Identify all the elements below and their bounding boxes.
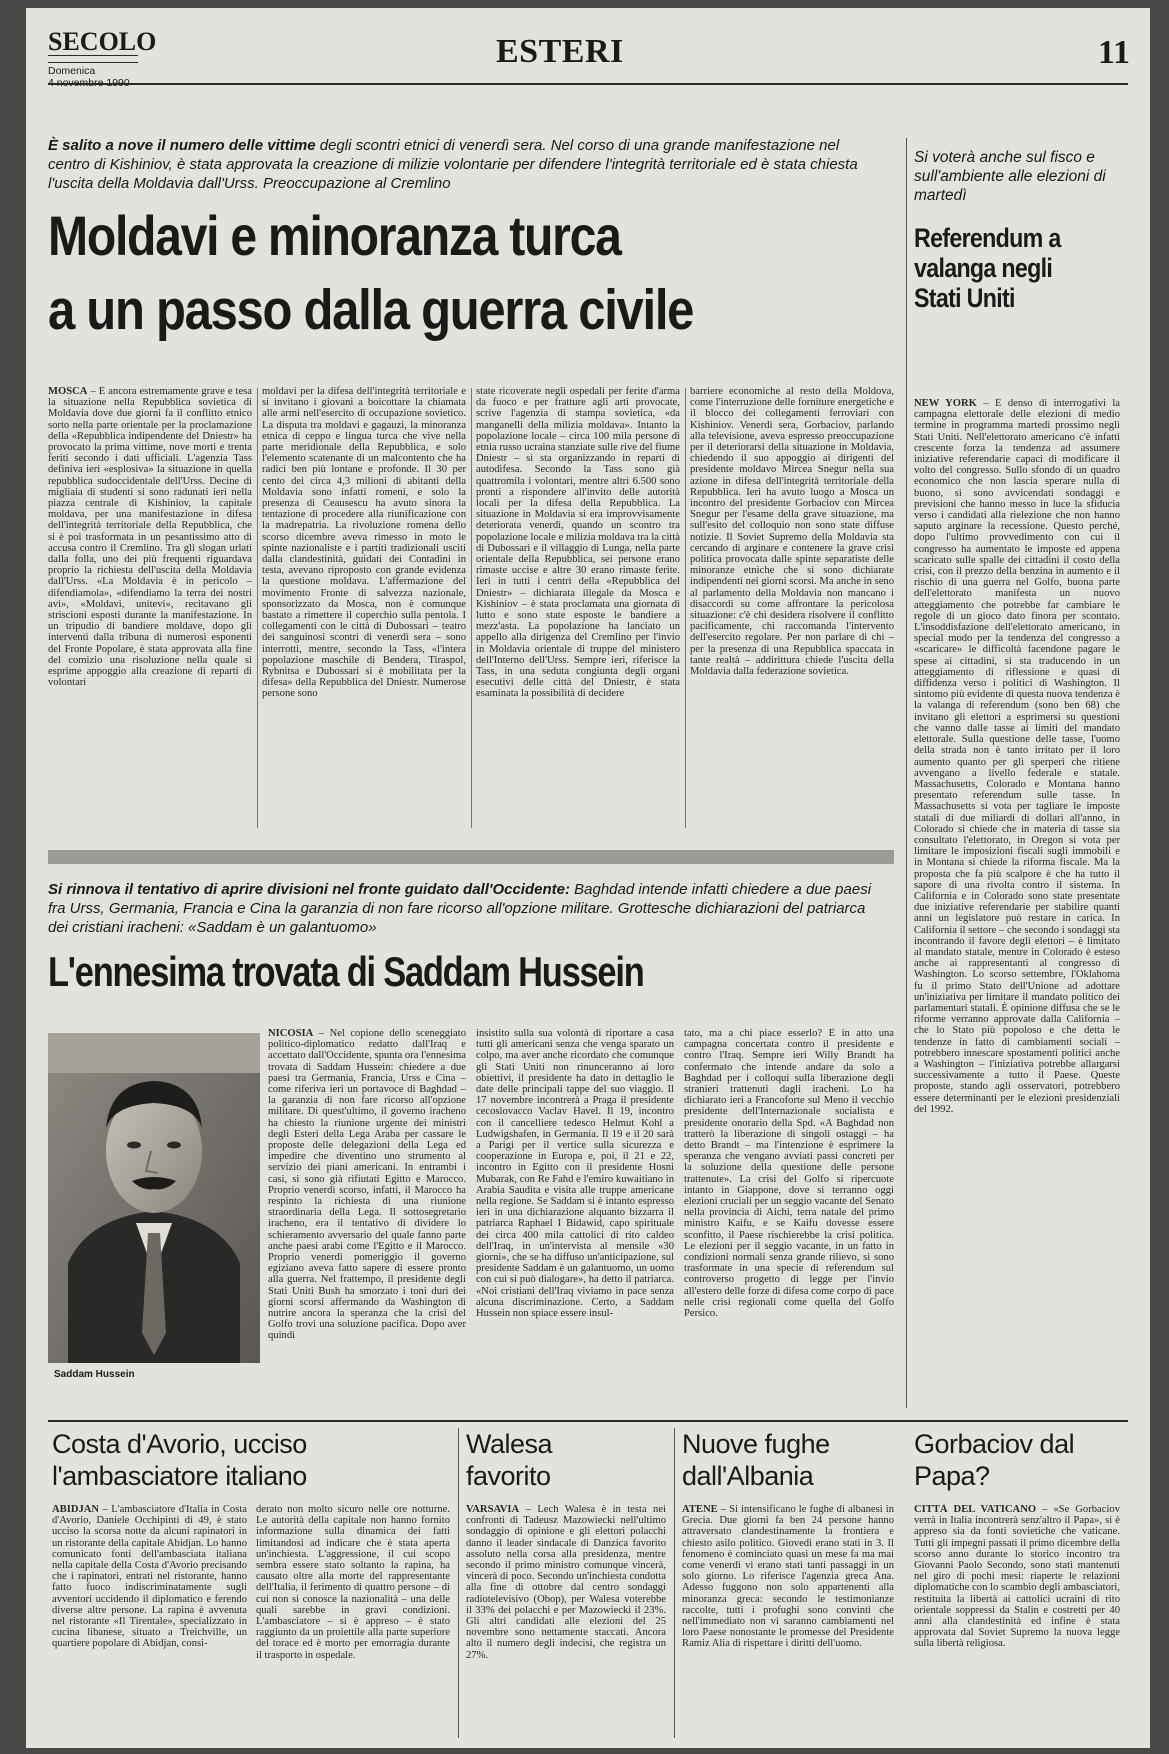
side-headline: Referendum a valanga negli Stati Uniti (914, 223, 1061, 313)
gorbaciov-headline: Gorbaciov dal Papa? (914, 1429, 1075, 1491)
issue-date (48, 65, 188, 89)
main-column-text: – È ancora estremamente grave e tesa la situazione nella Repubblica sovietica di Moldavia dove due giorni fa il conflitto etnico sorto nella parte orientale per la proclamazione della «Repubblica indipendente del Dniestr» ha provocato la prima vittime, nove morti e trenta feriti secondo i dati ufficiali. L'agenzia Tass definiva ieri «esplosiva» la situazione in quella repubblica sudoccidentale dell'Urss. Decine di migliaia di studenti si sono radunati ieri nella piazza centrale di Kishiniov, la capitale moldava, per una manifestazione in difesa dell'integrità territoriale della Repubblica, che si è poi trasformata in un pesantissimo atto di accusa contro il Cremlino. Tra gli slogan urlati dalla folla, uno dei più frequenti riguardava proprio la richiesta dell'uscita della Moldavia dall'Urss. «La Moldavia è in pericolo – difendiamola», «difendiamo la terra dei nostri avi», «Moldavi, unitevi», recitavano gli striscioni esposti durante la manifestazione. In un tripudio di bandiere moldave, dopo gli interventi dalla tribuna di numerosi esponenti del Fronte Popolare, è stata approvata alla fine del comizio una risoluzione nella quale si esprime appoggio alla creazione di reparti di volontari (48, 386, 252, 689)
saddam-column-2 (476, 1028, 674, 1413)
saddam-column-3 (684, 1028, 894, 1413)
costa-davorio-dateline: ABIDJAN (52, 1504, 100, 1515)
main-column-text: moldavi per la difesa dell'integrità territoriale e si invitano i giovani a boicottare la chiamata alle armi nell'esercito di occupazione sovietico. La disputa tra moldavi e gagauzi, la minoranza etnica di ceppo e lingua turca che vive nella parte meridionale della Repubblica, e solo l'elemento scatenante di un malcontento che ha radici ben più lontane e profonde. Il 30 per cento dei circa 4,3 milioni di abitanti della Moldavia sono infatti romeni, e solo la presenza di Ceausescu ha avuto sinora la tentazione di procedere alla riunificazione con la madrepatria. La rivoluzione romena dello scorso dicembre aveva rimesso in moto le spinte nazionaliste e i partiti tradizionali usciti dalla clandestinità, guidati dei Contadini in testa, avevano riproposto con grande evidenza la questione moldava. L'affermazione del movimento Fronte di salvezza nazionale, sponsorizzato da Mosca, non è comunque bastato a rimettere il coperchio sulla pentola. I collegamenti con le città di Dubossari – teatro dei sanguinosi scontri di venerdì sera – sono interrotti, mentre, secondo la Tass, «l'intera popolazione maschile di Bendera, Tiraspol, Rybnitsa e Dubossari si è mobilitata per la difesa» della Repubblica del Dniestr. Numerose persone sono (262, 386, 466, 700)
costa-davorio-text: – L'ambasciatore d'Italia in Costa d'Avorio, Daniele Occhipinti di 49, è stato ucciso la scorsa notte da alcuni rapinatori in un ristorante della capitale Abidjan. Lo hanno comunicato fonti dell'ambasciata italiana nella capitale della Costa d'Avorio precisando che i rapinatori, entrati nel ristorante, hanno fatto fuoco indiscriminatamente sugli avventori uccidendo il diplomatico e ferendo diverse altre persone. La rapina è avvenuta nel ristorante «Il Tirentale», specializzato in cucina libanese, situato a Treichville, un quartiere popolare di Abidjan, consi- (52, 1504, 247, 1650)
column-divider (471, 388, 472, 828)
costa-davorio-headline: Costa d'Avorio, ucciso l'ambasciatore italiano (52, 1429, 307, 1491)
saddam-kicker (48, 880, 888, 937)
saddam-column-1 (268, 1028, 466, 1413)
saddam-dateline: NICOSIA (268, 1028, 314, 1039)
main-column-4 (690, 386, 894, 836)
saddam-photo (48, 1033, 260, 1363)
bottom-divider (458, 1428, 459, 1738)
saddam-column-text: insistito sulla sua volontà di riportare a casa tutti gli americani senza che venga sparato un colpo, ma aver anche ricordato che comunque gli Stati Uniti non rinunceranno ai loro obiettivi, il presidente ha dato in dettaglio le date delle principali tappe del suo viaggio. Il 17 novembre incontrerà a Praga il presidente cecoslovacco Vaclav Havel. Il 19, incontro con il cancelliere tedesco Helmut Kohl a Ludwigshafen, in Germania. Il 19 e il 20 sarà a Parigi per il vertice sulla sicurezza e cooperazione in Europa e, poi, il 21 e 22, incontro in Egitto con il presidente Hosni Mubarak, con Re Fahd e l'emiro kuwaitiano in Arabia Saudita e visita alle truppe americane nella regione. Se Saddam si è intanto espresso ieri in una dichiarazione alquanto bizzarra il patriarca Raphael I Bidawid, capo spirituale dei circa 400 mila cattolici di rito caldeo dell'Iraq, in un'intervista al mensile «30 giorni», che se ha diffuso un'anticipazione, sul presidente Saddam è un galantuomo, un uomo con cui si può dialogare», ha detto il patriarca. «Noi cristiani dell'Iraq viviamo in pace senza alcuna discriminazione. Certo, a Saddam Hussein non spiace essere insul- (476, 1028, 674, 1320)
main-kicker (48, 136, 878, 193)
main-column-2 (262, 386, 466, 836)
sidebar-divider (906, 138, 907, 1408)
bottom-rule (48, 1420, 1128, 1422)
photo-caption: Saddam Hussein (54, 1369, 135, 1380)
section-title: ESTERI (496, 33, 624, 70)
logo-underline (48, 55, 138, 63)
column-divider (257, 388, 258, 828)
side-column (914, 398, 1120, 1408)
main-headline-line1: Moldavi e minoranza turca (48, 204, 621, 267)
main-column-1 (48, 386, 252, 836)
newspaper-page (26, 8, 1150, 1748)
newspaper-logo: SECOLO (48, 27, 157, 56)
gorbaciov-column (914, 1504, 1120, 1738)
saddam-headline: L'ennesima trovata di Saddam Hussein (48, 948, 644, 995)
walesa-text: – Lech Walesa è in testa nei confronti di Tadeusz Mazowiecki nell'ultimo sondaggio di opinione e gli elettori polacchi danno il leader sindacale di Danzica favorito assoluto nella corsa alla presidenza, mentre secondo il primo ministro comunque vincerà, vincerà di poco. Secondo un'inchiesta condotta alla fine di ottobre dal centro sondaggi radiotelevisivo (Obop), per Walesa voterebbe il 33% dei polacchi e per Mazowiecki il 23%. Gli altri candidati alle elezioni del 25 novembre sono nettamente staccati. Ancora alto il numero degli indecisi, che registra un 27%. (466, 1504, 666, 1661)
saddam-column-text: tato, ma a chi piace esserlo? È in atto una campagna concertata contro il presidente e contro l'Iraq. Sempre ieri Willy Brandt ha confermato che intende andare da solo a Baghdad per i colloqui sulla liberazione degli stranieri trattenuti dagli iracheni. Lo ha dichiarato ieri a Francoforte sul Meno il vecchio presidente dell'Internazionale socialista e presidente onorario della Spd. «A Baghdad non tratterò la liberazione di singoli ostaggi – ha detto Brandt – ma l'intenzione è esprimere la speranza che vengano avviati passi concreti per la soluzione della questione delle persone trattenute». La crisi del Golfo si ripercuote intanto in Giappone, dove si terranno oggi elezioni cruciali per un seggio vacante del Senato nella provincia di Aichi, terra natale del primo ministro Kaifu, e se Kaifu dovesse essere sconfitto, il Paese rischierebbe la crisi politica. Le elezioni per il seggio vacante, in un fatto in condizioni normali senza grande rilievo, si sono trasformate in una specie di referendum sul controverso progetto di legge per l'invio all'estero delle forze di difesa come corpo di pace nelle crisi regionali come quella del Golfo Persico. (684, 1028, 894, 1320)
main-column-text: state ricoverate negli ospedali per ferite d'arma da fuoco e per fratture agli arti provocate, scrive l'agenzia di stampa sovietica, «da manganelli della milizia moldava». Intanto la popolazione locale – circa 100 mila persone di etnia russo ucraina stanziate sulle rive del fiume Dniestr – si sta organizzando in reparti di autodifesa. Secondo la Tass sono già quattromila i volontari, mentre altri 6.500 sono pronti a rispondere all'invito delle autorità locali per la difesa della Repubblica. La situazione in Moldavia si era improvvisamente deteriorata venerdì, quando un scontro tra popolazione locale e milizia moldava tra la città di Dubossari e il villaggio di Lunga, nella parte orientale della Repubblica, sei persone erano rimaste uccise e altre 30 erano rimaste ferite. Ieri in tutti i centri della «Repubblica del Dniestr» – dichiarata illegale da Mosca e Kishiniov – è stata proclamata una giornata di lutto e sono state esposte le bandiere a mezz'asta. La popolazione ha lanciato un appello alla dirigenza del Cremlino per l'invio in Moldavia orientale di truppe del ministero dell'Interno dell'Urss. Sempre ieri, riferisce la Tass, in una seduta congiunta degli organi esecutivi delle città del Dniestr, è stata esaminata la possibilità di decidere (476, 386, 680, 700)
walesa-dateline: VARSAVIA (466, 1504, 520, 1515)
gorbaciov-dateline: CITTÀ DEL VATICANO (914, 1504, 1037, 1515)
costa-davorio-column-2 (256, 1504, 450, 1738)
side-column-text: – È denso di interrogativi la campagna elettorale delle elezioni di medio termine in programma martedì prossimo negli Stati Uniti. Nell'elettorato americano c'è infatti crescente forza la tendenza ad assumere iniziative referendarie capaci di modificare il volto del congresso. Sullo sfondo di un quadro economico che non lascia sperare nulla di buono, si sono avvicendati sondaggi e previsioni che hanno messo in luce la sfiducia verso i candidati alla rielezione che non hanno saputo arginare la recessione. Questo perché, dopo l'ultimo provvedimento con cui il congresso ha aumentato le imposte ed appena scaricato sulle spalle dei cittadini il costo della crisi, con il prezzo della benzina in aumento e il rischio di una guerra nel Golfo, buona parte dell'elettorato manifesta un nuovo atteggiamento che potrebbe far cambiare le regole di un gioco dato finora per scontato. L'insoddisfazione dell'elettorato americano, in special modo per la tendenza del congresso a «scaricare» le difficoltà facendone pagare le spese ai cittadini, si sta traducendo in un atteggiamento di riflessione e quasi di diffidenza verso i politici di Washington. Il sintomo più evidente di questa nuova tendenza è la valanga di referendum (sono ben 68) che invitano gli elettori a esprimersi su questioni che vanno dalle tasse ai limiti del mandato elettorale. Sulla questione delle tasse, l'uomo della strada non è tanto irritato per il loro aumento quanto per gli sperperi che ritiene avvengano a livello federale e statale. Massachusetts, Colorado e Montana hanno presentato referendum sulle tasse. In Massachusetts si vota per tagliare le imposte statali di due miliardi di dollari all'anno, in Colorado si chiede che in materia di tasse sia consultato l'elettorato, in Oregon si vota per limitare le imposizioni fiscali sugli immobili e in Montana si chiede la riforma fiscale. Ma la proposta che fa più scalpore è che ha tutto il sapore di una rivolta contro il sistema. In California e in Colorado sono state presentate due iniziative referendarie per stabilire quanti anni un legislatore può restare in carica. In California il settore – che secondo i sondaggi sta incontrando il favore degli elettori – è limitato al mandato statale, mentre in Colorado è esteso anche ai rappresentanti al congresso di Washington. Lo scorso settembre, l'Oklahoma fu il primo Stato dell'Unione ad adottare un'iniziativa per limitare il mandato politico dei parlamentari statali. È opinione diffusa che se le riforme verranno approvate dalla California – che lo Stato più popoloso e che detta le tendenze in fatto di cambiamenti sociali – potrebbero innescare spostamenti politici anche a Washington – l'iniziativa potrebbe allargarsi successivamente a tutto il Paese. Queste proposte, stando agli osservatori, potrebbero essere determinanti per le elezioni presidenziali del 1992. (914, 398, 1120, 1115)
main-headline-line2: a un passo dalla guerra civile (48, 278, 694, 342)
page-number: 11 (1097, 34, 1130, 71)
walesa-headline: Walesa favorito (466, 1429, 553, 1491)
story-separator-bar (48, 850, 894, 864)
bottom-divider (674, 1428, 675, 1738)
saddam-column-text: – Nel copione dello sceneggiato politico-diplomatico redatto dall'Iraq e accettato dall'Occidente, spunta ora l'ennesima trovata di Saddam Hussein: chiedere a due paesi tra Germania, Francia, Urss e Cina – come riferiva ieri un portavoce di Baghdad – la garanzia di non fare ricorso all'opzione militare. Di quest'ultimo, il governo iracheno ha chiesto la riunione urgente dei ministri degli Esteri della Lega Araba per cassare le proposte delle delegazioni della Lega ed impedire che diventino uno strumento al servizio dei piani americani. In entrambi i casi, si sono già rifiutati Egitto e Marocco. Proprio venerdì scorso, infatti, il Marocco ha respinto la richiesta di una riunione straordinaria della Lega. Il sottosegretario iracheno, era il tentativo di dividere lo schieramento avversario del quale fanno parte anche paesi arabi come l'Egitto e il Marocco. Proprio venerdì pomeriggio il governo egiziano aveva fatto sapere di essere pronto alla guerra. Nel frattempo, il presidente degli Stati Uniti Bush ha smorzato i toni duri dei giorni scorsi affermando da Washington di nutrire ancora la speranza che la crisi del Golfo trovi una soluzione pacifica. Dopo aver quindi (268, 1028, 466, 1342)
albania-dateline: ATENE (682, 1504, 718, 1515)
main-kicker-bold: È salito a nove il numero delle vittime (48, 137, 316, 154)
portrait-image (48, 1033, 260, 1363)
walesa-column (466, 1504, 666, 1738)
costa-davorio-text: derato non molto sicuro nelle ore notturne. Le autorità della capitale non hanno fornito informazione sulla dinamica dei fatti limitandosi ad indicare che è stata aperta un'inchiesta. L'aggressione, il cui scopo sembra essere stato soltanto la rapina, ha causato oltre alla morte del rappresentante dell'Italia, il ferimento di quattro persone – di cui non si conosce la nazionalità – una delle quali sarebbe in gravi condizioni. L'ambasciatore – si è appreso – è stato raggiunto da un proiettile alla parte superiore del torace ed è morto per emorragia durante il trasporto in ospedale. (256, 1504, 450, 1661)
albania-text: – Si intensificano le fughe di albanesi in Grecia. Due giorni fa ben 24 persone hanno attraversato clandestinamente la frontiera e chiesto asilo politico. Giovedì erano stati in 3. Il fenomeno è cominciato quasi un mese fa ma mai come venerdì vi erano stati tanti passaggi in un solo giorno. Lo riferisce l'agenzia greca Ana. Adesso fuggono non solo appartenenti alla minoranza greca: secondo le testimonianze raccolte, tutti i profughi sono convinti che nell'immediato non vi saranno cambiamenti nel loro Paese nonostante le promesse del Presidente Ramiz Alia di rispettare i diritti dell'uomo. (682, 1504, 894, 1650)
albania-headline: Nuove fughe dall'Albania (682, 1429, 830, 1491)
main-dateline: MOSCA (48, 386, 88, 397)
issue-day: Domenica (48, 65, 96, 77)
column-divider (685, 388, 686, 828)
saddam-kicker-bold: Si rinnova il tentativo di aprire divisioni nel fronte guidato dall'Occidente: (48, 881, 570, 898)
side-dateline: NEW YORK (914, 398, 977, 409)
main-column-3 (476, 386, 680, 836)
albania-column (682, 1504, 894, 1738)
gorbaciov-text: – «Se Gorbaciov verrà in Italia incontrerà senz'altro il Papa», si è appreso sia da fonti sovietiche che vaticane. Tutti gli impegni passati il primo dicembre della scorso anno durante lo storico incontro tra Giovanni Paolo Secondo, sono stati mantenuti nel giro di pochi mesi: riaperte le relazioni diplomatiche con lo scambio degli ambasciatori, restituita la libertà ai cattolici ucraini di rito orientale soppressi da Stalin e costretti per 40 anni alla clandestinità ed infine è stata approvata dal Soviet Supremo la nuova legge sulla libertà religiosa. (914, 1504, 1120, 1650)
main-column-text: barriere economiche al resto della Moldova, come l'interruzione delle forniture energetiche e il blocco dei collegamenti ferroviari con Kishiniov. Venerdì sera, Gorbaciov, parlando alla televisione, aveva espresso preoccupazione per il deteriorarsi della situazione in Moldavia, chiedendo il suo appoggio ai dirigenti del presidente moldavo Mircea Snegur nella sua azione in difesa dell'integrità territoriale della Repubblica. Ieri ha avuto luogo a Mosca un incontro del presidente Gorbaciov con Mircea Snegur per l'esame della grave situazione, ma sull'esito del colloquio non sono state diffuse notizie. Il Soviet Supremo della Moldavia sta cercando di arginare e contenere la grave crisi politica provocata dalle spinte separatiste delle minoranze etniche che si sono dichiarate indipendenti nei giorni scorsi. Ma anche in seno al parlamento della Moldavia non mancano i disaccordi su come affrontare la pericolosa situazione: c'è chi desidera risolvere il conflitto pacificamente, chi raccomanda l'intervento dell'esercito regolare. Per non parlare di chi – per la presenza di una Repubblica spaccata in tante realtà – addirittura chiede l'uscita della Moldavia dalla federazione sovietica. (690, 386, 894, 678)
saddam-kicker-text: Baghdad intende infatti chiedere a due paesi fra Urss, Germania, Francia e Cina la garanzia di non fare ricorso all'opzione militare. Grottesche dichiarazioni del patriarca dei cristiani iracheni: «Saddam è un galantuomo» (48, 881, 872, 936)
costa-davorio-column-1 (52, 1504, 247, 1738)
side-kicker: Si voterà anche sul fisco e sull'ambiente alle elezioni di martedì (914, 149, 1106, 204)
main-kicker-text: degli scontri etnici di venerdì sera. Nel corso di una grande manifestazione nel centro di Kishiniov, è stata approvata la creazione di milizie volontarie per difendere l'integrità territoriale ed è stata chiesta l'uscita della Moldavia dall'Urss. Preoccupazione al Cremlino (48, 137, 858, 192)
masthead-rule (48, 83, 1128, 85)
